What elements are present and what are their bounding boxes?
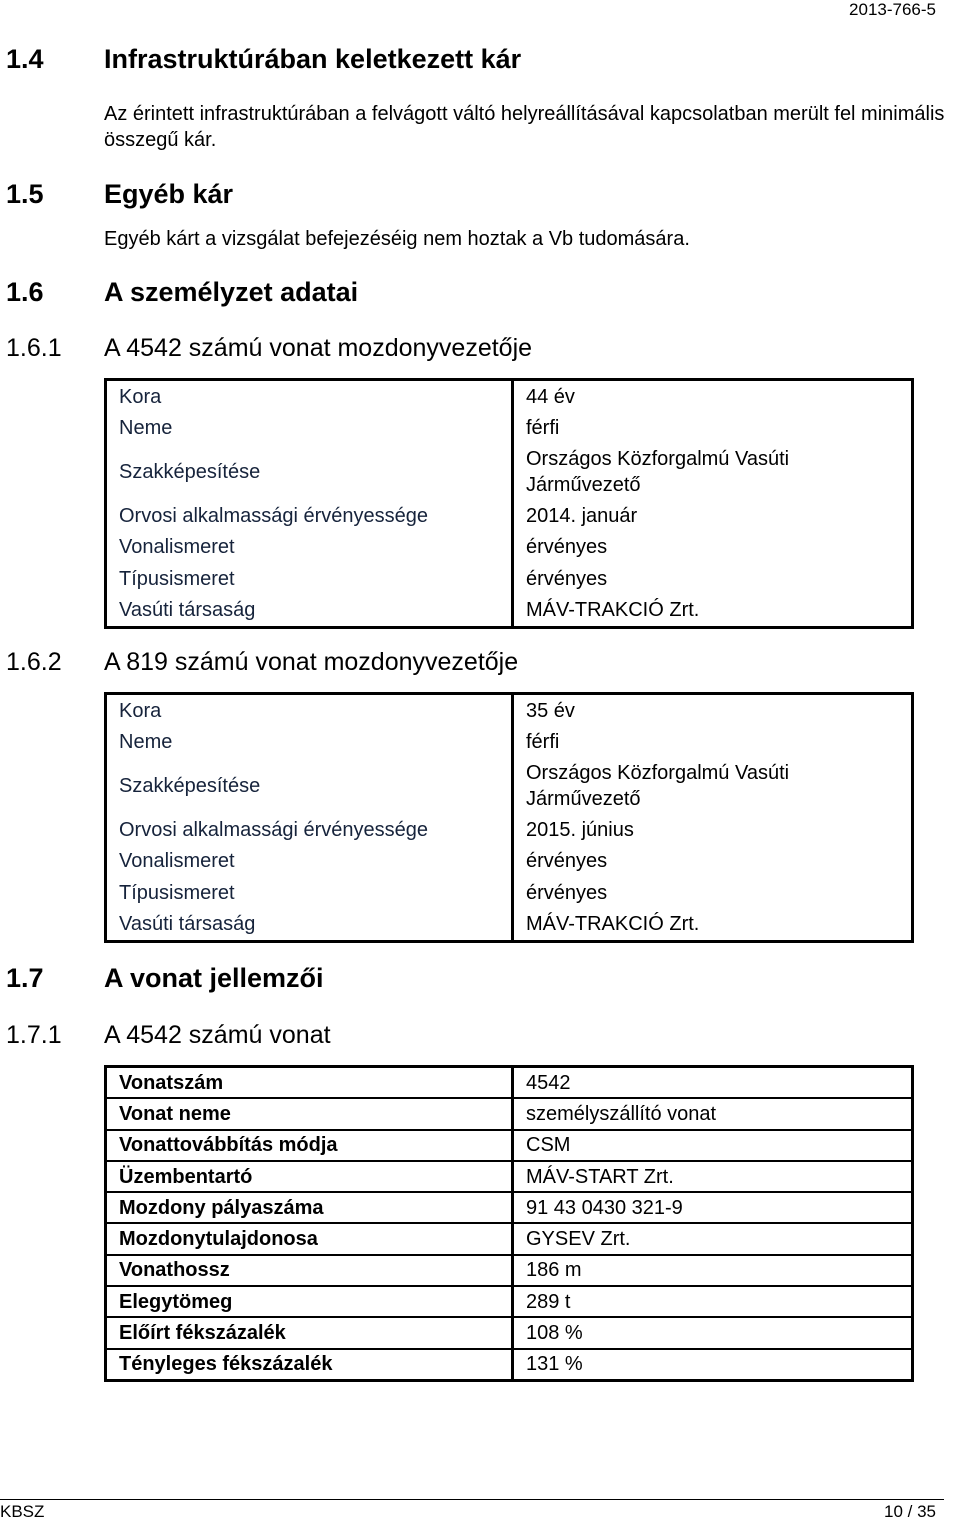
row-label: Tényleges fékszázalék	[106, 1349, 513, 1381]
table-row	[106, 1130, 913, 1161]
section-number: 1.4	[6, 44, 44, 74]
row-label: Előírt fékszázalék	[106, 1317, 513, 1348]
row-value: Országos Közforgalmú Vasúti Járművezető	[513, 444, 913, 500]
table-row	[106, 1067, 913, 1099]
row-value: 131 %	[513, 1349, 913, 1381]
row-value: érvényes	[513, 877, 913, 909]
section-title: A vonat jellemzői	[104, 963, 324, 993]
table-row	[106, 380, 913, 413]
row-value: személyszállító vonat	[513, 1098, 913, 1129]
row-value: GYSEV Zrt.	[513, 1223, 913, 1254]
row-label: Vonalismeret	[119, 536, 235, 559]
row-value: 289 t	[513, 1286, 913, 1317]
row-value: Országos Közforgalmú Vasúti Járművezető	[513, 758, 913, 814]
table-row	[106, 694, 913, 727]
row-value: érvényes	[513, 563, 913, 595]
train-4542-table	[104, 1065, 914, 1382]
section-title: A 4542 számú vonat mozdonyvezetője	[104, 334, 533, 362]
table-row	[106, 758, 913, 814]
table-row	[106, 532, 913, 564]
row-label: Szakképesítése	[119, 775, 261, 797]
row-value: MÁV-TRAKCIÓ Zrt.	[513, 909, 913, 942]
table-row	[106, 1098, 913, 1129]
section-text-1-4: Az érintett infrastruktúrában a felvágott váltó helyreállításával kapcsolatban merült fel minimális összegű kár.	[104, 103, 945, 151]
driver-4542-table	[104, 378, 914, 629]
row-value: érvényes	[513, 532, 913, 564]
table-row	[106, 1349, 913, 1381]
row-label: Üzembentartó	[106, 1161, 513, 1192]
footer-divider	[0, 1499, 944, 1500]
section-number: 1.6	[6, 277, 44, 307]
section-heading-1-7	[6, 963, 324, 994]
row-value: MÁV-TRAKCIÓ Zrt.	[513, 595, 913, 628]
row-label: Vonat neme	[106, 1098, 513, 1129]
row-label: Vasúti társaság	[119, 913, 256, 936]
row-label: Szakképesítése	[119, 461, 261, 483]
row-value: érvényes	[513, 846, 913, 878]
table-row	[106, 500, 913, 532]
section-heading-1-5	[6, 179, 233, 210]
section-title: A 4542 számú vonat	[104, 1021, 331, 1049]
section-number: 1.5	[6, 179, 44, 209]
footer-org: KBSZ	[0, 1502, 45, 1521]
table-row	[106, 1192, 913, 1223]
row-value: 186 m	[513, 1255, 913, 1286]
section-number: 1.6.1	[6, 334, 62, 362]
section-title: A 819 számú vonat mozdonyvezetője	[104, 648, 519, 676]
row-value: 4542	[513, 1067, 913, 1099]
table-row	[106, 1161, 913, 1192]
row-value: 44 év	[513, 380, 913, 413]
subsection-heading-1-6-1	[6, 334, 532, 363]
row-value: CSM	[513, 1130, 913, 1161]
table-row	[106, 413, 913, 445]
row-label: Kora	[119, 385, 162, 408]
row-label: Vonatszám	[119, 1071, 224, 1094]
table-row	[106, 444, 913, 500]
section-heading-1-6	[6, 277, 358, 308]
row-label: Mozdony pályaszáma	[106, 1192, 513, 1223]
section-number: 1.6.2	[6, 648, 62, 676]
table-row	[106, 1223, 913, 1254]
subsection-heading-1-6-2	[6, 648, 518, 677]
row-value: 108 %	[513, 1317, 913, 1348]
row-value: férfi	[513, 413, 913, 445]
row-value: MÁV-START Zrt.	[513, 1161, 913, 1192]
section-title: Infrastruktúrában keletkezett kár	[104, 44, 522, 74]
row-label: Orvosi alkalmassági érvényessége	[119, 818, 429, 841]
row-label: Vonalismeret	[119, 850, 235, 873]
section-heading-1-4	[6, 44, 521, 75]
subsection-heading-1-7-1	[6, 1021, 331, 1050]
table-row	[106, 1317, 913, 1348]
row-label: Vasúti társaság	[119, 599, 256, 622]
table-row	[106, 563, 913, 595]
row-value: 35 év	[513, 694, 913, 727]
table-row	[106, 846, 913, 878]
section-title: A személyzet adatai	[104, 277, 359, 307]
document-id: 2013-766-5	[849, 0, 936, 19]
section-number: 1.7	[6, 963, 44, 993]
row-label: Típusismeret	[119, 881, 235, 904]
section-title: Egyéb kár	[104, 179, 234, 209]
row-label: Orvosi alkalmassági érvényessége	[119, 504, 429, 527]
table-row	[106, 1255, 913, 1286]
table-row	[106, 727, 913, 759]
row-label: Mozdonytulajdonosa	[106, 1223, 513, 1254]
table-row	[106, 595, 913, 628]
table-row	[106, 877, 913, 909]
section-text-1-5: Egyéb kárt a vizsgálat befejezéséig nem hoztak a Vb tudomására.	[104, 228, 690, 250]
row-value: 91 43 0430 321-9	[513, 1192, 913, 1223]
row-label: Kora	[119, 699, 162, 722]
row-value: 2015. június	[513, 814, 913, 846]
row-label: Típusismeret	[119, 567, 235, 590]
row-label: Elegytömeg	[106, 1286, 513, 1317]
row-value: férfi	[513, 727, 913, 759]
section-number: 1.7.1	[6, 1021, 62, 1049]
table-row	[106, 909, 913, 942]
row-label: Vonattovábbítás módja	[106, 1130, 513, 1161]
table-row	[106, 1286, 913, 1317]
page-number: 10 / 35	[884, 1502, 936, 1521]
row-label: Vonathossz	[106, 1255, 513, 1286]
driver-819-table	[104, 692, 914, 943]
row-value: 2014. január	[513, 500, 913, 532]
table-row	[106, 814, 913, 846]
row-label: Neme	[119, 731, 173, 754]
row-label: Neme	[119, 417, 173, 440]
